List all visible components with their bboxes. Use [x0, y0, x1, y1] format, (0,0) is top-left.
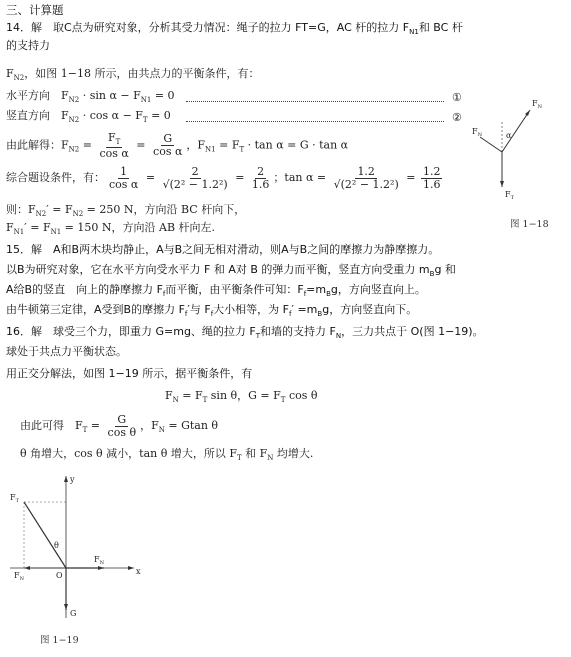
q14-horizontal-eq: 水平方向 $F_{N2} \cdot \sin \alpha - F_{N1} = 0$	[6, 89, 175, 105]
fig19-y-arrow	[64, 476, 68, 482]
dot-leader-1	[186, 101, 444, 102]
q14-line1: 14．解 取C点为研究对象，分析其受力情况：绳子的拉力 FT=G，AC 杆的拉力 $F_{N1}$和 BC 杆	[6, 21, 463, 37]
fig18-label-alpha: α	[506, 131, 512, 140]
fig19-label-ft: $F_T$	[10, 493, 19, 504]
fig19-label-fn: $F_N$	[94, 555, 104, 566]
q14-intro: $F_{N2}$，如图 1−18 所示，由共点力的平衡条件，有：	[6, 67, 260, 83]
section-title: 三、计算题	[6, 3, 64, 17]
fig19-label-o: O	[56, 571, 63, 580]
figure-1-19	[4, 468, 154, 628]
fig19-rope-force	[24, 502, 66, 568]
fig19-label-x: x	[136, 567, 141, 576]
q14-line2: 的支持力	[6, 39, 50, 52]
eq-mark-2: ②	[452, 111, 462, 124]
q14-combined-eq: 综合题设条件，有： $\frac{1}{\text{cos α}}$ = $\frac{2}{\text{√(2² − 1.2²)}}$ = $\frac{2}{1.6}$ ；tan α = $\frac{1.2}{\text{√(2² − 1.2²)}}$ = $\frac{1.2}{1.6}$	[6, 165, 441, 191]
fig19-label-theta: θ	[54, 541, 59, 550]
q16-line1: 16．解 球受三个力，即重力 G=mg、绳的拉力 $F_T$和墙的支持力 $F_N$，三力共点于 O(图 1−19)。	[6, 325, 484, 341]
q14-solve-eq: 由此解得：$F_{N2}$ = $\frac{F_T}{\text{cos α}}$ = $\frac{G}{\text{cos α}}$ ，$F_{N1} = F_T \cdot \tan \alpha = G \cdot \tan \alpha$	[6, 131, 349, 160]
q16-solve-eq: 由此可得 $F_T$ = $\frac{G}{\text{cos θ}}$ ，$F_N = Gtan$ θ	[20, 413, 219, 439]
q15-line1: 15．解 A和B两木块均静止，A与B之间无相对滑动，则A与B之间的摩擦力为静摩擦力。	[6, 243, 440, 256]
q14-vertical-eq: 竖直方向 $F_{N2} \cdot \cos \alpha - F_T = 0$	[6, 109, 171, 125]
fig19-label-fn2: $F_N$	[14, 571, 24, 582]
fig19-label-g: G	[70, 609, 77, 618]
q16-line2: 球处于共点力平衡状态。	[6, 345, 127, 358]
fig19-g-arrow	[64, 604, 68, 610]
fig-1-18-caption: 图 1−18	[510, 219, 549, 230]
q15-line3: A给B的竖直 向上的静摩擦力 $F_f$而平衡，由平衡条件可知：$F_f=m_Bg$，方向竖直向上。	[6, 283, 426, 299]
fig18-arrow-ft	[500, 181, 504, 187]
fig-1-19-caption: 图 1−19	[40, 635, 79, 646]
fig18-label-ft: $F_T$	[505, 190, 514, 201]
dot-leader-2	[186, 121, 444, 122]
q16-equation-1: $F_N = F_T$ sin θ，$G = F_T$ cos θ	[165, 389, 318, 405]
q15-line4: 由牛顿第三定律，A受到B的摩擦力 $F_f'$与 $F_f$大小相等，为 $F_f' =m_Bg$，方向竖直向下。	[6, 303, 418, 319]
q16-line3: 用正交分解法，如图 1−19 所示，据平衡条件，有	[6, 367, 253, 380]
fig19-label-y: y	[70, 475, 75, 484]
fig19-fn-arrow	[98, 566, 104, 570]
q16-conclusion: θ 角增大，cos θ 减小，tan θ 增大，所以 $F_T$ 和 $F_N$ 均增大.	[20, 447, 314, 463]
fig18-horizontal-rod	[480, 137, 502, 152]
figure-1-18	[470, 92, 560, 202]
q14-result-1: 则：$F_{N2}' = F_{N2} = 250$ N，方向沿 BC 杆向下，	[6, 203, 246, 219]
eq-mark-1: ①	[452, 91, 462, 104]
fig18-arrow-fn	[525, 110, 530, 116]
q15-line2: 以B为研究对象，它在水平方向受水平力 F 和 A对 B 的弹力而平衡，竖直方向受重力 $m_Bg$ 和	[6, 263, 456, 279]
fig19-fn2-arrow	[24, 566, 30, 570]
q14-result-2: $F_{N1}' = F_{N1} = 150$ N，方向沿 AB 杆向左.	[6, 221, 216, 237]
fig18-label-fn1: $F_N$	[472, 127, 482, 138]
fig19-x-arrow	[128, 566, 134, 570]
fig18-label-fn: $F_N$	[532, 99, 542, 110]
